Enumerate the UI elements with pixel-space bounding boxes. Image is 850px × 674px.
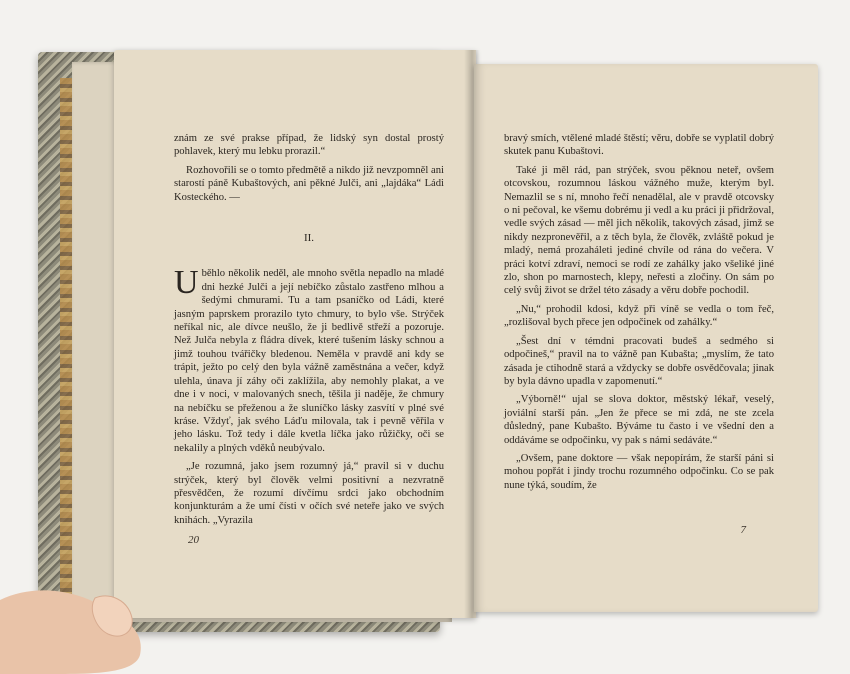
hand-holding-book: [0, 560, 150, 674]
right-paragraph-2: Také ji měl rád, pan strýček, svou pěknou neteř, ovšem otcovskou, rozumnou láskou vážného muže, kterým byl. Nemazlil se s ní, mnoho řečí nenadělal, ale v pravdě otcovsky o ni pečoval, ke všemu dobrému ji vedl a ku práci ji přidržoval, vedle svých zásad — měl jich několik, takových zásad, jimž se nikdy nezpronevěřil, a z těch byla, že člověk, zvláště pokud je mladý, nemá prozaháleti jediné chvíle od rána do večera. V práci kotví zdraví, nemoci se rodí ze zahálky jako všeliké jiné zlo, shon po marnostech, klepy, neřesti a zločiny. On sám po celý svůj život se držel této zásady a věru dobře pochodil.: [504, 164, 774, 297]
right-paragraph-3: „Nu,“ prohodil kdosi, když při víně se vedla o tom řeč, „rozlišoval bych přece jen odpočinek od zahálky.“: [504, 303, 774, 329]
left-paragraph-1: znám ze své prakse případ, že lidský syn dostal prostý pohlavek, který mu lebku prorazil.“: [174, 133, 444, 158]
chapter-paragraph-2: „Je rozumná, jako jsem rozumný já,“ pravil si v duchu strýček, který byl člověk velmi positivní a nezvratně přesvědčen, že rozumí dívčímu srdci jako obchodním konjunkturám a že umí čísti v očích své neteře jako ve svých knihách. „Vyrazila: [174, 461, 444, 526]
left-page-number: 20: [188, 534, 199, 546]
right-paragraph-4: „Šest dní v témdni pracovati budeš a sedmého si odpočineš,“ pravil na to vážně pan Kubašta; „myslím, že tato zásada je ctihodně stará a vždycky se dobře osvědčovala; jinak by byla dávno upadla v zapomenutí.“: [504, 335, 774, 387]
right-paragraph-6: „Ovšem, pane doktore — však nepopírám, že starší páni si mohou popřát i jindy trochu rozumného odpočinku. Co se pak nune týká, soudím, že: [504, 452, 774, 491]
section-heading: II.: [303, 232, 315, 245]
left-page: [114, 50, 476, 618]
drop-cap: U: [174, 264, 199, 302]
left-paragraph-2: Rozhovořili se o tomto předmětě a nikdo již nevzpomněl ani starostí páně Kubaštových, ani pěkné Julči, ani „lajdáka“ Ládi Kosteckého. —: [174, 164, 444, 203]
chapter-paragraph-1: Uběhlo několik neděl, ale mnoho světla nepadlo na mladé dni hezké Julči a její nebíčko zůstalo zastřeno mlhou a šedými chmurami. Tu a tam psaníčko od Ládi, které jasným paprskem prorazilo tyto chmury, to bylo vše. Strýček neříkal nic, ale dívce neušlo, že ji bedlivě střeží a pozoruje. Než Julča nebyla z fládra dívek, které tušením lásky schnou a jimž touhou tvářičky bledenou. Neměla v pravdě ani kdy se trápit, ježto po celý den byla vážně zaměstnána a večer, když ulehla, únava jí záhy oči zaklížila, aby nemohly plakat, a ve dne i v noci, v malovaných snech, těšila ji naděje, že chmury na nebíčku se přeženou a že sluníčko lásky zasvítí v plné své kráse. Vždyť, jak svého Láďu milovala, tak i pevně věřila v jeho lásku. Tož tedy i dále kvetla líčka jako růžičky, oči se nekalily a plných vděků neubývalo.: [174, 264, 444, 454]
left-page-text: [174, 132, 444, 532]
right-page-number: 7: [740, 524, 746, 536]
right-paragraph-1: bravý smích, vtělené mladé štěstí; věru, dobře se vyplatil dobrý skutek panu Kubaštovi.: [504, 133, 774, 158]
right-paragraph-5: „Výborně!“ ujal se slova doktor, městský lékař, veselý, joviální starší pán. „Jen že přece se mi zdá, ne ste zcela důsledný, pane Kubašto. Býváme tu často i ve všední den a oddáváme se odpočinku, vy pak s námi sedáváte.“: [504, 394, 774, 446]
right-page-text: [504, 132, 774, 497]
right-page: [474, 64, 818, 612]
